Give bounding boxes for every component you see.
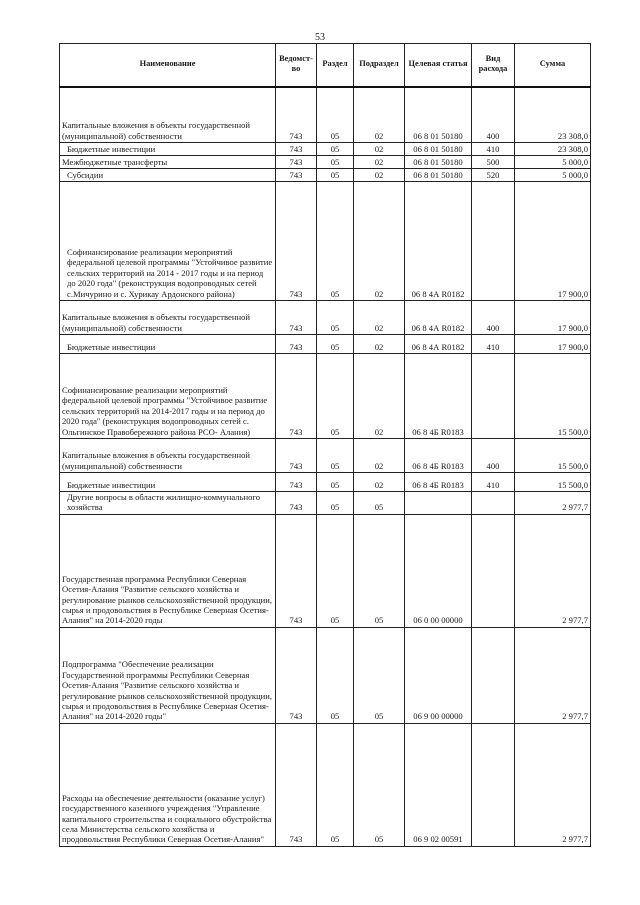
row-expense-type <box>472 439 515 473</box>
row-name-text: Подпрограмма "Обеспечение реализации Государственной программы Республики Северная Осетия-Алания "Развитие сельского хозяйства и регулирование рынков сельскохозяйственной продукции, сырья и продовольствия в Республике Северная Осетия-Алания" на 2014-2020 годы" <box>62 659 273 722</box>
row-amount-text: 15 500,0 <box>557 426 588 437</box>
row-amount-text: 2 977,7 <box>562 834 588 845</box>
row-target-text: 06 8 01 50180 <box>413 143 463 154</box>
row-section-text: 05 <box>330 426 340 437</box>
row-target-text: 06 9 00 00000 <box>413 711 463 722</box>
row-name-text: Расходы на обеспечение деятельности (оказание услуг) государственного казенного учреждения "Управление капитального строительства и социального обустройства села Министерства сельского хозяйства и продовольствия Республики Северная Осетия-Алания" <box>62 792 272 845</box>
row-name <box>60 335 276 354</box>
row-section <box>317 87 354 143</box>
table-row <box>60 492 591 515</box>
row-department <box>276 169 317 182</box>
row-expense-type <box>472 87 515 143</box>
row-department <box>276 627 317 723</box>
header-subsection: Подраздел <box>354 44 405 87</box>
row-expense-type <box>472 473 515 492</box>
row-target <box>405 301 472 335</box>
header-target: Целевая статья <box>405 44 472 87</box>
row-expense-type <box>472 354 515 439</box>
row-department <box>276 87 317 143</box>
row-department <box>276 439 317 473</box>
row-expense-type <box>472 627 515 723</box>
row-section <box>317 723 354 846</box>
row-name <box>60 169 276 182</box>
page-number: 53 <box>315 32 325 43</box>
row-amount-text: 2 977,7 <box>562 502 588 513</box>
row-subsection <box>354 627 405 723</box>
row-department-text: 743 <box>289 502 303 513</box>
row-target <box>405 723 472 846</box>
row-name-text: Другие вопросы в области жилищно-коммунального хозяйства <box>67 492 260 513</box>
row-amount-text: 17 900,0 <box>557 288 588 299</box>
row-target-text: 06 8 4Б R0183 <box>412 426 464 437</box>
row-section-text: 05 <box>330 460 340 471</box>
row-name <box>60 627 276 723</box>
header-section: Раздел <box>317 44 354 87</box>
row-amount-text: 17 900,0 <box>557 341 588 352</box>
row-amount <box>515 473 591 492</box>
row-name <box>60 473 276 492</box>
row-department <box>276 143 317 156</box>
row-department <box>276 514 317 627</box>
header-name: Наименование <box>60 44 276 87</box>
row-subsection-text: 02 <box>374 169 384 180</box>
row-department-text: 743 <box>289 615 303 626</box>
row-department <box>276 156 317 169</box>
row-target <box>405 514 472 627</box>
row-name-text: Межбюджетные трансферты <box>62 156 168 167</box>
row-amount <box>515 182 591 301</box>
row-expense-type <box>472 301 515 335</box>
row-expense-type <box>472 156 515 169</box>
row-subsection <box>354 492 405 515</box>
budget-table <box>59 43 591 847</box>
row-department <box>276 335 317 354</box>
row-amount <box>515 514 591 627</box>
row-section <box>317 627 354 723</box>
row-name <box>60 301 276 335</box>
row-department <box>276 354 317 439</box>
row-subsection <box>354 354 405 439</box>
row-section-text: 05 <box>330 322 340 333</box>
row-target <box>405 156 472 169</box>
row-expense-type-text: 410 <box>486 479 500 490</box>
row-target <box>405 354 472 439</box>
row-name <box>60 182 276 301</box>
row-subsection <box>354 156 405 169</box>
header-department: Ведомст-во <box>276 44 317 87</box>
row-department-text: 743 <box>289 156 303 167</box>
row-expense-type <box>472 723 515 846</box>
row-name <box>60 87 276 143</box>
table-row <box>60 514 591 627</box>
row-subsection <box>354 301 405 335</box>
row-name <box>60 723 276 846</box>
row-name-text: Бюджетные инвестиции <box>67 143 156 154</box>
row-expense-type-text: 410 <box>486 143 500 154</box>
row-target <box>405 87 472 143</box>
row-expense-type <box>472 492 515 515</box>
row-name-text: Государственная программа Республики Северная Осетия-Алания "Развитие сельского хозяйства и регулирование рынков сельскохозяйственной продукции, сырья и продовольствия в Республике Северная Осетия-Алания" на 2014-2020 годы <box>62 573 273 626</box>
row-expense-type <box>472 335 515 354</box>
row-expense-type <box>472 169 515 182</box>
row-amount-text: 23 308,0 <box>557 130 588 141</box>
row-subsection-text: 02 <box>374 143 384 154</box>
row-expense-type <box>472 143 515 156</box>
row-subsection <box>354 182 405 301</box>
row-expense-type-text: 400 <box>486 460 500 471</box>
row-amount <box>515 169 591 182</box>
row-subsection <box>354 723 405 846</box>
row-expense-type-text: 410 <box>486 341 500 352</box>
row-subsection-text: 05 <box>374 834 384 845</box>
row-target <box>405 335 472 354</box>
row-name <box>60 354 276 439</box>
row-section-text: 05 <box>330 143 340 154</box>
row-department-text: 743 <box>289 711 303 722</box>
row-subsection <box>354 473 405 492</box>
table-row <box>60 169 591 182</box>
table-row <box>60 143 591 156</box>
row-name-text: Капитальные вложения в объекты государственной (муниципальной) собственности <box>62 312 250 333</box>
row-expense-type-text: 500 <box>486 156 500 167</box>
row-amount <box>515 335 591 354</box>
row-subsection-text: 02 <box>374 341 384 352</box>
row-expense-type-text: 520 <box>486 169 500 180</box>
row-target-text: 06 9 02 00591 <box>413 834 463 845</box>
row-name-text: Софинансирование реализации мероприятий федеральной целевой программы "Устойчивое развитие сельских территорий на 2014 - 2017 годы и на период до 2020 года" (реконструкция водопроводных сетей с.Мичурино и с. Хурикау Ардонского района) <box>67 246 273 299</box>
row-amount <box>515 156 591 169</box>
row-subsection-text: 02 <box>374 460 384 471</box>
table-row <box>60 723 591 846</box>
row-amount-text: 5 000,0 <box>562 169 588 180</box>
row-department-text: 743 <box>289 322 303 333</box>
row-amount-text: 2 977,7 <box>562 711 588 722</box>
row-amount-text: 15 500,0 <box>557 479 588 490</box>
row-section-text: 05 <box>330 834 340 845</box>
row-section-text: 05 <box>330 502 340 513</box>
row-department-text: 743 <box>289 426 303 437</box>
row-subsection <box>354 87 405 143</box>
row-section <box>317 439 354 473</box>
row-target-text: 06 8 4Б R0183 <box>412 479 464 490</box>
row-department-text: 743 <box>289 288 303 299</box>
row-target-text: 06 0 00 00000 <box>413 615 463 626</box>
row-amount-text: 17 900,0 <box>557 322 588 333</box>
row-target <box>405 492 472 515</box>
row-target-text: 06 8 01 50180 <box>413 169 463 180</box>
row-department-text: 743 <box>289 479 303 490</box>
table-row <box>60 301 591 335</box>
row-amount-text: 2 977,7 <box>562 615 588 626</box>
row-department-text: 743 <box>289 460 303 471</box>
row-amount-text: 23 308,0 <box>557 143 588 154</box>
row-amount <box>515 301 591 335</box>
row-section-text: 05 <box>330 711 340 722</box>
table-row <box>60 335 591 354</box>
row-department <box>276 301 317 335</box>
row-section <box>317 354 354 439</box>
row-amount <box>515 723 591 846</box>
row-target-text: 06 8 4Б R0183 <box>412 460 464 471</box>
row-subsection-text: 05 <box>374 502 384 513</box>
row-amount-text: 5 000,0 <box>562 156 588 167</box>
row-section-text: 05 <box>330 169 340 180</box>
row-name-text: Бюджетные инвестиции <box>67 479 156 490</box>
row-section <box>317 473 354 492</box>
row-subsection-text: 05 <box>374 711 384 722</box>
row-section <box>317 514 354 627</box>
row-department-text: 743 <box>289 130 303 141</box>
row-subsection-text: 02 <box>374 426 384 437</box>
row-section-text: 05 <box>330 156 340 167</box>
table-row <box>60 627 591 723</box>
row-department-text: 743 <box>289 341 303 352</box>
row-name-text: Софинансирование реализации мероприятий федеральной целевой программы "Устойчивое развитие сельских территорий на 2014-2017 годы и на период до 2020 года" (реконструкция водопроводных сетей с. Ольгинское Правобережного района РСО- Алания) <box>62 384 268 437</box>
header-amount: Сумма <box>515 44 591 87</box>
row-subsection <box>354 143 405 156</box>
header-expense-type: Вид расхода <box>472 44 515 87</box>
row-amount <box>515 87 591 143</box>
row-section-text: 05 <box>330 130 340 141</box>
table-row <box>60 439 591 473</box>
row-name <box>60 514 276 627</box>
row-name <box>60 439 276 473</box>
row-name-text: Капитальные вложения в объекты государственной (муниципальной) собственности <box>62 120 250 141</box>
table-row <box>60 473 591 492</box>
row-department <box>276 182 317 301</box>
row-subsection-text: 02 <box>374 322 384 333</box>
row-expense-type-text: 400 <box>486 322 500 333</box>
row-section <box>317 182 354 301</box>
row-section <box>317 143 354 156</box>
row-target-text: 06 8 4А R0182 <box>411 288 465 299</box>
row-expense-type <box>472 514 515 627</box>
row-subsection <box>354 335 405 354</box>
row-section <box>317 156 354 169</box>
header-row <box>60 44 591 87</box>
row-target-text: 06 8 01 50180 <box>413 156 463 167</box>
row-section-text: 05 <box>330 615 340 626</box>
row-amount <box>515 627 591 723</box>
table-row <box>60 354 591 439</box>
row-name <box>60 143 276 156</box>
row-subsection-text: 02 <box>374 156 384 167</box>
row-target-text: 06 8 01 50180 <box>413 130 463 141</box>
row-section <box>317 169 354 182</box>
row-name <box>60 156 276 169</box>
row-subsection-text: 05 <box>374 615 384 626</box>
row-section <box>317 301 354 335</box>
row-subsection-text: 02 <box>374 479 384 490</box>
row-department-text: 743 <box>289 169 303 180</box>
row-amount <box>515 143 591 156</box>
row-target <box>405 143 472 156</box>
row-name <box>60 492 276 515</box>
row-department <box>276 723 317 846</box>
table-row <box>60 182 591 301</box>
table-row <box>60 156 591 169</box>
row-expense-type-text: 400 <box>486 130 500 141</box>
row-section-text: 05 <box>330 479 340 490</box>
row-section-text: 05 <box>330 288 340 299</box>
table-row <box>60 87 591 143</box>
row-target-text: 06 8 4А R0182 <box>411 322 465 333</box>
row-subsection <box>354 169 405 182</box>
row-section-text: 05 <box>330 341 340 352</box>
row-amount <box>515 439 591 473</box>
row-subsection <box>354 439 405 473</box>
row-subsection-text: 02 <box>374 130 384 141</box>
row-target-text: 06 8 4А R0182 <box>411 341 465 352</box>
row-amount-text: 15 500,0 <box>557 460 588 471</box>
row-target <box>405 182 472 301</box>
row-department <box>276 492 317 515</box>
row-section <box>317 492 354 515</box>
row-name-text: Субсидии <box>67 169 104 180</box>
row-amount <box>515 492 591 515</box>
row-target <box>405 627 472 723</box>
row-subsection-text: 02 <box>374 288 384 299</box>
row-amount <box>515 354 591 439</box>
row-subsection <box>354 514 405 627</box>
row-department-text: 743 <box>289 834 303 845</box>
row-department <box>276 473 317 492</box>
row-name-text: Капитальные вложения в объекты государственной (муниципальной) собственности <box>62 450 250 471</box>
row-name-text: Бюджетные инвестиции <box>67 341 156 352</box>
row-department-text: 743 <box>289 143 303 154</box>
row-expense-type <box>472 182 515 301</box>
row-target <box>405 169 472 182</box>
row-target <box>405 473 472 492</box>
row-target <box>405 439 472 473</box>
row-section <box>317 335 354 354</box>
